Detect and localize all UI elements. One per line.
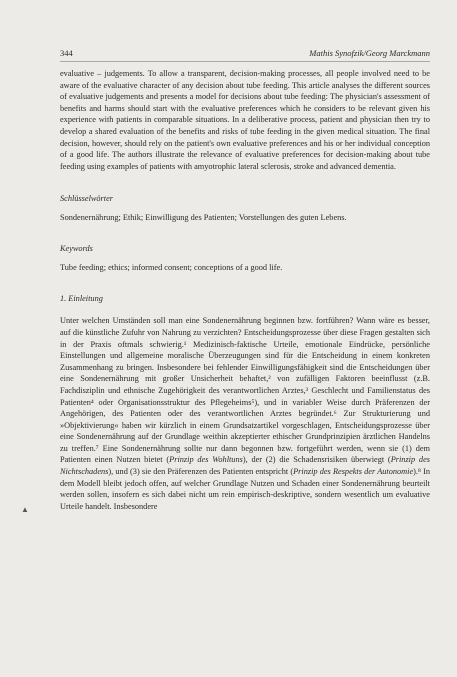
section-heading: 1. Einleitung	[60, 294, 103, 304]
principle-nonmaleficence: Prinzip des Nichtschadens	[60, 455, 430, 477]
page-content	[60, 68, 430, 512]
body-text-c: ), und (3) sie den Präferenzen des Patienten entspricht (	[108, 467, 294, 477]
body-text-d: ).⁸ In dem Modell bleibt jedoch offen, auf welcher Grundlage Nutzen und Schaden einer Sondenernährung beurteilt werden sollen, insofern es sich dabei nicht um rein empirisch-deskriptive, sondern wesentlich um evaluative Urteile handelt. Insbesondere	[60, 467, 430, 511]
schluesselwoerter-text: Sondenernährung; Ethik; Einwilligung des Patienten; Vorstellungen des guten Lebens.	[60, 213, 347, 223]
running-authors: Mathis Synofzik/Georg Marckmann	[309, 48, 430, 58]
schluesselwoerter-heading: Schlüsselwörter	[60, 194, 114, 204]
principle-beneficence: Prinzip des Wohltuns	[169, 455, 243, 465]
principle-autonomy: Prinzip des Respekts der Autonomie	[293, 467, 414, 477]
running-header	[60, 48, 430, 62]
abstract-text: evaluative – judgements. To allow a transparent, decision-making processes, all people involved need to be aware of the evaluative character of any decision about tube feeding. This article analyses the different sources of evaluative judgements and presents a model for decisions about tube feeding: The physician's assessment of benefits and harms should start with the evaluative preferences which he considers to be relevant given his experience with patients in comparable situations. In a deliberative process, patient and physician then try to develop a shared evaluation of the benefits and risks of tube feeding in the given medical situation. The final decision, however, should rely on the patient's own evaluative preferences and his or her individual conception of a good life. The authors illustrate the relevance of evaluative preferences for decision-making about tube feeding using examples of patients with amyotrophic lateral sclerosis, stroke and advanced dementia.	[60, 69, 430, 171]
body-paragraph	[60, 315, 430, 512]
keywords-text: Tube feeding; ethics; informed consent; conceptions of a good life.	[60, 263, 283, 273]
body-text-b: ), der (2) die Schadensrisiken überwiegt (	[242, 455, 391, 465]
margin-marker: ▲	[21, 505, 29, 514]
page-number: 344	[60, 48, 73, 58]
keywords-heading: Keywords	[60, 244, 93, 254]
body-text-a: Unter welchen Umständen soll man eine Sondenernährung beginnen bzw. fortführen? Wann wäre es besser, auf die künstliche Zufuhr von Nahrung zu verzichten? Entscheidungsprozesse über diese Fragen gestalten sich in der Praxis oftmals schwierig.¹ Medizinisch-faktische Urteile, emotionale Eindrücke, persönliche Einstellungen und allgemeine moralische Überzeugungen sind für die Entscheidung in einem konkreten Zusammenhang zu bringen. Insbesondere bei fehlender Einwilligungsfähigkeit sind die Entscheidungen über eine Sondenernährung mit großer Unsicherheit behaftet,² von zufälligen Faktoren beeinflusst (z.B. Fachdisziplin und ethnische Zugehörigkeit des verantwortlichen Arztes,³ Geschlecht und Familienstatus des Patienten⁴ oder Organisationsstruktur des Pflegeheims⁵), und in variabler Weise durch Präferenzen der Angehörigen, des Patienten oder des verantwortlichen Arztes begründet.⁶ Zur Strukturierung und »Objektivierung« haben wir kürzlich in einem Grundsatzartikel vorgeschlagen, Entscheidungsprozesse über eine Sondenernährung auf der Grundlage weithin akzeptierter ethischer Grundprinzipien ärztlichen Handelns zu treffen.⁷ Eine Sondenernährung sollte nur dann begonnen bzw. fortgeführt werden, wenn sie (1) dem Patienten einen Nutzen bietet (	[60, 316, 430, 465]
